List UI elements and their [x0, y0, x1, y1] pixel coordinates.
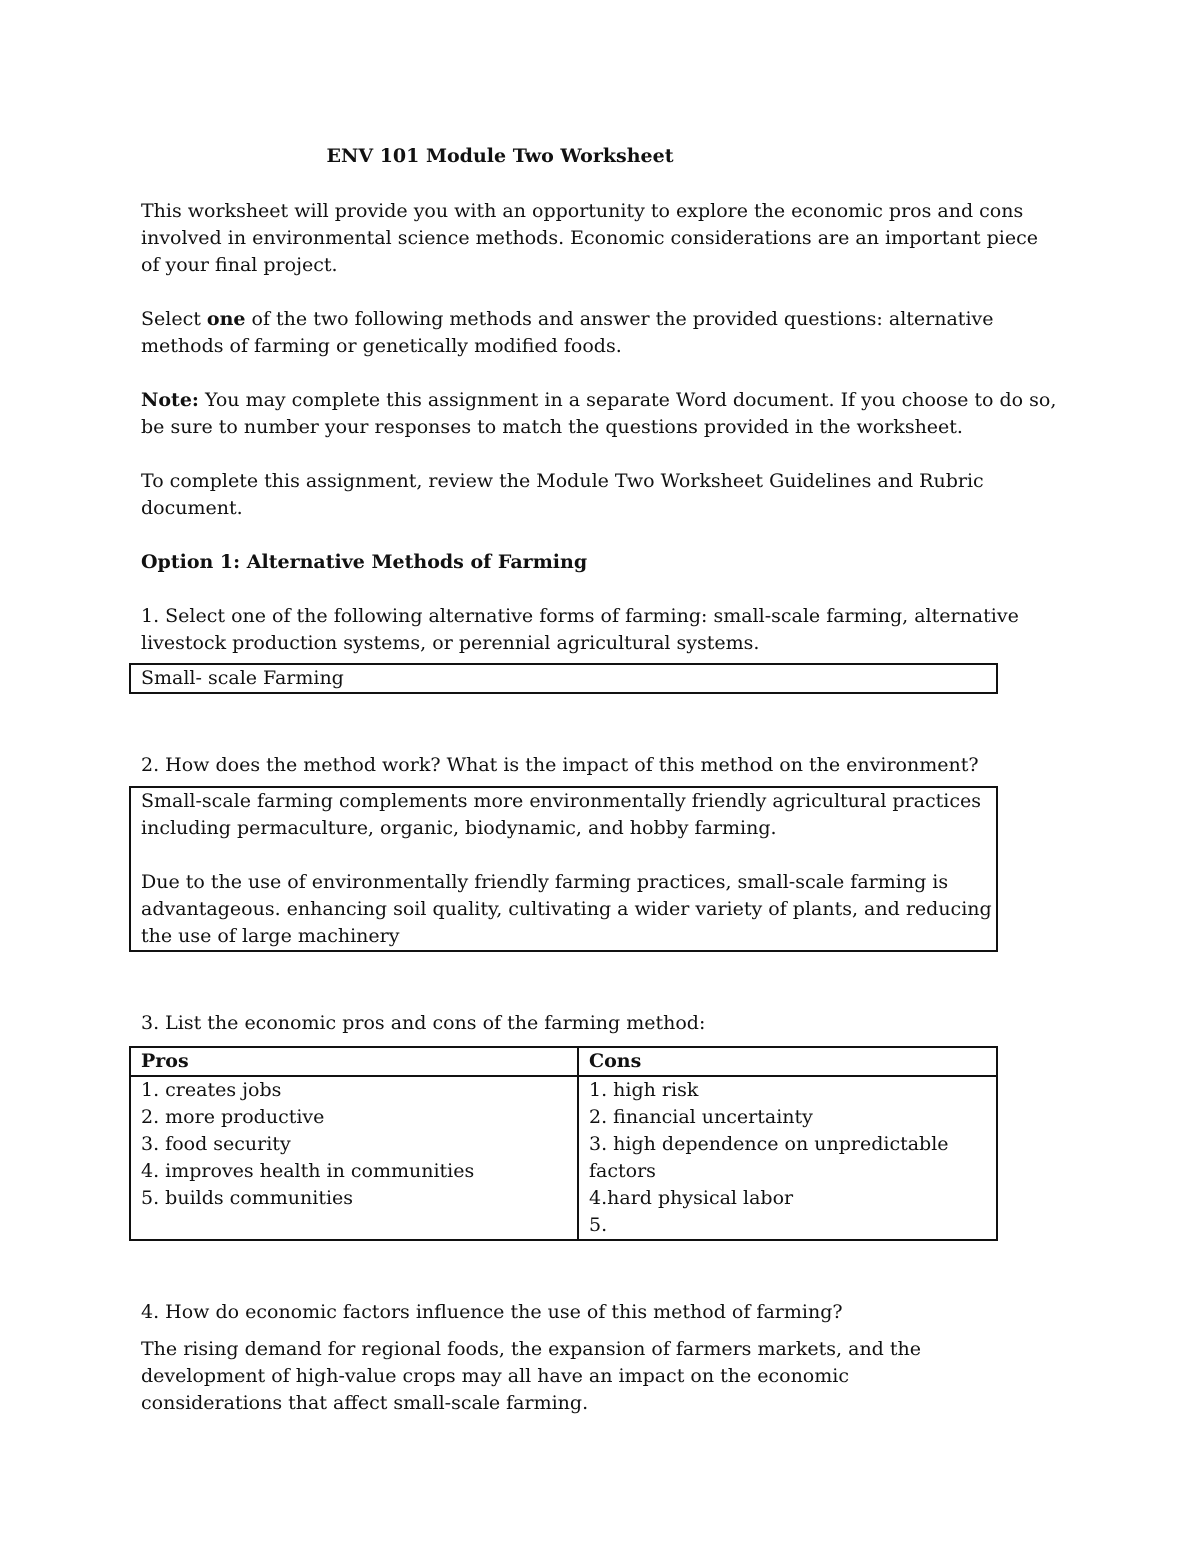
intro-paragraph: This worksheet will provide you with an opportunity to explore the economic pros and cons involved in environmental science methods. Economic considerations are an important piece of your final project.	[141, 200, 1039, 276]
cons-item: 1. high risk	[589, 1079, 699, 1101]
answer-2-paragraph-2: Due to the use of environmentally friendly farming practices, small-scale farming is advantageous. enhancing soil quality, cultivating a wider variety of plants, and reducing the use of large machinery	[141, 871, 992, 947]
cons-item: 2. financial uncertainty	[589, 1106, 813, 1128]
question-2: 2. How does the method work? What is the impact of this method on the environment?	[141, 754, 979, 776]
table-header-row	[130, 1047, 997, 1076]
select-instruction	[141, 306, 1061, 360]
answer-2-box[interactable]	[129, 786, 998, 952]
option-heading: Option 1: Alternative Methods of Farming	[141, 551, 588, 573]
pros-header: Pros	[130, 1047, 578, 1076]
pros-item: 2. more productive	[141, 1106, 325, 1128]
pros-item: 5. builds communities	[141, 1187, 354, 1209]
spacer	[141, 952, 1061, 1010]
select-text-before: Select	[141, 308, 207, 330]
answer-2-paragraph-1: Small-scale farming complements more environmentally friendly agricultural practices including permaculture, organic, biodynamic, and hobby farming.	[141, 790, 981, 839]
cons-item: 3. high dependence on unpredictable factors	[589, 1133, 949, 1182]
answer-1-text: Small- scale Farming	[141, 667, 344, 689]
note-paragraph	[141, 387, 1061, 441]
worksheet-document	[141, 143, 1061, 1417]
table-row	[130, 1076, 997, 1240]
pros-item: 3. food security	[141, 1133, 291, 1155]
review-paragraph: To complete this assignment, review the Module Two Worksheet Guidelines and Rubric document.	[141, 470, 984, 519]
select-text-after: of the two following methods and answer the provided questions: alternative methods of farming or genetically modified foods.	[141, 308, 994, 357]
question-1: 1. Select one of the following alternative forms of farming: small-scale farming, alternative livestock production systems, or perennial agricultural systems.	[141, 605, 1019, 654]
cons-item: 4.hard physical labor	[589, 1187, 794, 1209]
answer-1-box[interactable]	[129, 663, 998, 694]
spacer	[141, 694, 1061, 752]
question-4: 4. How do economic factors influence the use of this method of farming?	[141, 1301, 843, 1323]
cons-header: Cons	[578, 1047, 997, 1076]
note-text: You may complete this assignment in a separate Word document. If you choose to do so, be sure to number your responses to match the questions provided in the worksheet.	[141, 389, 1057, 438]
pros-cons-table	[129, 1046, 998, 1241]
pros-item: 1. creates jobs	[141, 1079, 282, 1101]
note-label: Note:	[141, 389, 199, 411]
answer-4-text: The rising demand for regional foods, the expansion of farmers markets, and the development of high-value crops may all have an impact on the economic considerations that affect small-scale farming.	[141, 1338, 921, 1414]
cons-item: 5.	[589, 1214, 608, 1236]
spacer	[141, 1241, 1061, 1299]
pros-cell[interactable]	[130, 1076, 578, 1240]
pros-item: 4. improves health in communities	[141, 1160, 475, 1182]
select-text-bold: one	[206, 308, 246, 330]
document-title: ENV 101 Module Two Worksheet	[326, 145, 674, 167]
cons-cell[interactable]	[578, 1076, 997, 1240]
question-3: 3. List the economic pros and cons of the farming method:	[141, 1012, 706, 1034]
